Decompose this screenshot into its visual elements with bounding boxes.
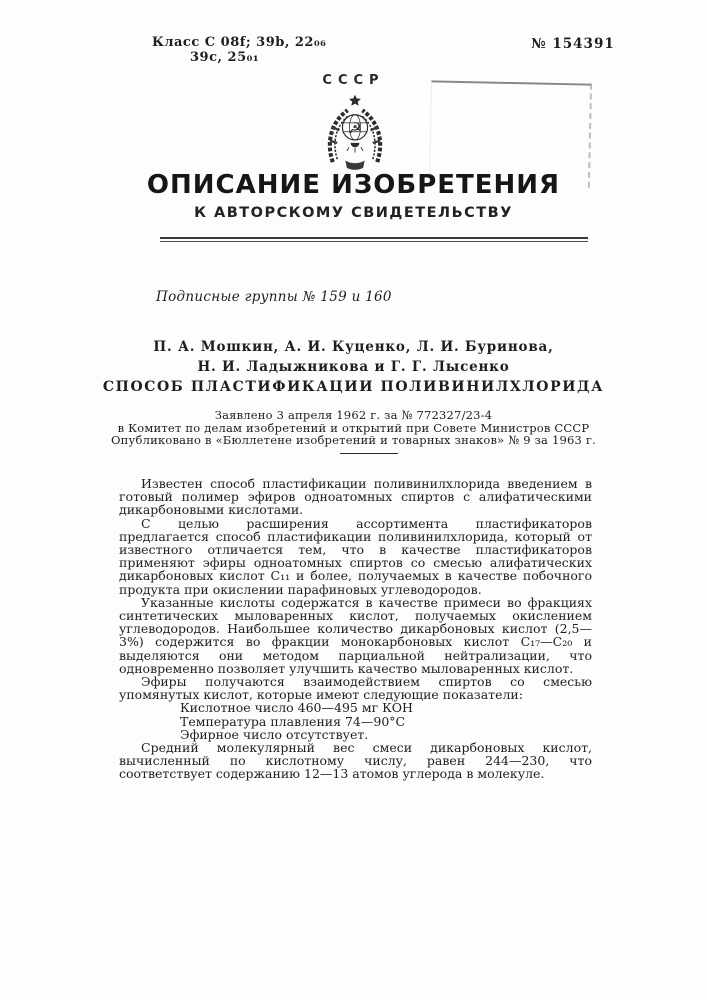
filing-line-3: Опубликовано в «Бюллетене изобретений и товарных знаков» № 9 за 1963 г. bbox=[111, 433, 596, 447]
patent-number: № 154391 bbox=[531, 36, 615, 52]
ribbon-icon bbox=[345, 161, 364, 170]
hammer-and-sickle-icon: ☭ bbox=[348, 119, 362, 138]
indicator-line-melting-temperature: Температура плавления 74—90°С bbox=[180, 713, 406, 729]
paragraph: С целью расширения ассортимента пластификаторов предлагается способ пластификации поливинилхлорида, который от известного отличается тем, что в качестве пластификаторов применяют эфиры одноатомных спиртов со смесью алифатических дикарбоновых кислот C₁₁ и более, получаемых в качестве побочного продукта при окислении парафиновых углеводородов. bbox=[119, 515, 592, 597]
paragraph: Указанные кислоты содержатся в качестве примеси во фракциях синтетических мыловаренных кислот, получаемых окислением углеводородов. Наибольшее количество дикарбоновых кислот (2,5—3%) содержится во фракции монокарбоновых кислот C₁₇—C₂₀ и выделяются они методом парциальной нейтрализации, что одновременно позволяет улучшить качество мыловаренных кислот. bbox=[119, 594, 592, 676]
invention-title: СПОСОБ ПЛАСТИФИКАЦИИ ПОЛИВИНИЛХЛОРИДА bbox=[102, 379, 605, 395]
star-icon bbox=[349, 95, 361, 106]
ussr-coat-of-arms-icon bbox=[318, 94, 392, 174]
filing-info bbox=[0, 409, 707, 447]
authors-line-2: Н. И. Ладыжникова и Г. Г. Лысенко bbox=[197, 359, 510, 375]
authors-block bbox=[0, 337, 707, 377]
document-subtitle: К АВТОРСКОМУ СВИДЕТЕЛЬСТВУ bbox=[194, 205, 513, 221]
classification-codes bbox=[152, 35, 326, 65]
country-label: СССР bbox=[322, 73, 385, 88]
patent-body-text bbox=[119, 477, 592, 781]
filing-line-1: Заявлено 3 апреля 1962 г. за № 772327/23-4 bbox=[214, 408, 493, 422]
subscription-groups: Подписные группы № 159 и 160 bbox=[156, 289, 392, 305]
authors-line-1: П. А. Мошкин, А. И. Куценко, Л. И. Буринова, bbox=[153, 339, 554, 355]
double-rule-divider bbox=[160, 237, 588, 242]
document-title: ОПИСАНИЕ ИЗОБРЕТЕНИЯ bbox=[146, 170, 561, 200]
indicator-line-acid-number: Кислотное число 460—495 мг КОН bbox=[180, 700, 413, 716]
paragraph: Эфиры получаются взаимодействием спиртов со смесью упомянутых кислот, которые имеют следующие показатели: bbox=[119, 674, 592, 703]
paragraph: Известен способ пластификации поливинилхлорида введением в готовый полимер эфиров одноатомных спиртов с алифатическими дикарбоновыми кислотами. bbox=[119, 476, 592, 518]
sun-icon bbox=[351, 143, 360, 147]
wheat-wreath-right-icon bbox=[362, 110, 380, 162]
indicator-line-ester-number: Эфирное число отсутствует. bbox=[180, 726, 369, 742]
wheat-wreath-left-icon bbox=[330, 110, 348, 162]
paragraph: Средний молекулярный вес смеси дикарбоновых кислот, вычисленный по кислотному числу, равен 244—230, что соответствует содержанию 12—13 атомов углерода в молекуле. bbox=[119, 740, 592, 782]
classification-line-2: 39c, 25₀₁ bbox=[190, 50, 260, 65]
filing-line-2: в Комитет по делам изобретений и открытий при Совете Министров СССР bbox=[117, 420, 590, 435]
short-rule-divider bbox=[340, 453, 398, 454]
classification-line-1: Класс C 08f; 39b, 22₀₆ bbox=[152, 35, 327, 50]
